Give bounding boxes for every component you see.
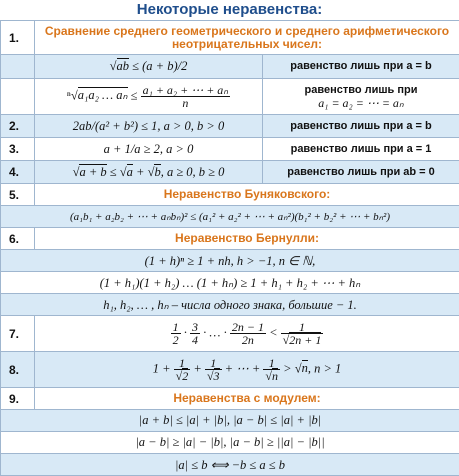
numerator: a₁ + a₂ + ⋯ + aₙ [142,83,229,97]
operator: + [190,361,205,376]
fraction [281,321,324,346]
fraction [141,84,230,109]
row-number: 9. [1,388,35,410]
numerator: 1 [172,320,179,334]
denominator [174,369,191,382]
table-row-1a [1,55,459,79]
table-row-6 [1,228,459,250]
denominator: n [141,96,230,109]
fraction [205,357,222,382]
row-number: 2. [1,115,35,138]
numerator: 3 [192,320,198,334]
table-row-4 [1,161,459,184]
section-heading: Неравенство Бернулли: [35,228,459,250]
sqrt-icon: √ [175,369,183,383]
row-number: 3. [1,138,35,161]
denominator [205,369,222,382]
sqrt-icon: √ [282,333,290,347]
table-row-3 [1,138,459,161]
equality-note: равенство лишь при a = b [263,55,459,79]
row-number: 4. [1,161,35,184]
condition: , a ≥ 0, b ≥ 0 [160,164,225,179]
numerator: 1 [299,320,306,334]
radicand: 3 [213,369,220,383]
radicand: b [154,164,161,179]
numerator: 2n − 1 [231,320,264,334]
formula: |a + b| ≤ |a| + |b|, |a − b| ≤ |a| + |b| [1,410,459,432]
fraction [174,357,191,382]
table-row-6c [1,294,459,316]
table-row-7 [1,316,459,352]
note-line-2: a₁ = a₂ = ⋯ = aₙ [318,95,404,110]
row-number: 8. [1,352,35,388]
page-title: Некоторые неравенства: [136,1,323,18]
sqrt-icon: √ [147,164,155,179]
row-number: 5. [1,184,35,206]
fraction [263,357,280,382]
equality-note [263,79,459,115]
sqrt-icon: √ [265,369,273,383]
relation: < [265,325,281,340]
relation: > [280,361,295,376]
formula: 2ab/(a² + b²) ≤ 1, a > 0, b > 0 [35,115,263,138]
formula: |a| ≤ b ⟺ −b ≤ a ≤ b [1,454,459,476]
formula: (a₁b₁ + a₂b₂ + ⋯ + aₙbₙ)² ≤ (a₁² + a₂² + ⋯ + aₙ²)(b₁² + b₂² + ⋯ + bₙ²) [1,206,459,228]
sqrt-icon: ⁿ√ [66,88,78,103]
fraction [171,321,181,346]
table-row-6a [1,250,459,272]
formula [35,55,263,79]
table-row-1 [1,21,459,55]
equality-note: равенство лишь при a = 1 [263,138,459,161]
table-row-9b [1,432,459,454]
formula: a + 1/a ≥ 2, a > 0 [35,138,263,161]
sqrt-icon: √ [206,369,214,383]
formula [35,161,263,184]
denominator: 2 [172,333,179,347]
radicand: a + b [79,164,107,179]
section-heading: Неравенство Буняковского: [35,184,459,206]
denominator [281,333,324,346]
sqrt-icon: √ [119,164,127,179]
radicand: ab [116,59,130,73]
radicand: 2n + 1 [289,333,322,347]
sqrt-icon: √ [109,59,117,73]
fraction [230,321,266,346]
denominator: 2n [230,333,266,346]
table-row-6b [1,272,459,294]
formula-rest: ≤ (a + b)/2 [129,59,188,73]
table-row-5 [1,184,459,206]
formula [35,352,459,388]
condition: , n > 1 [307,361,342,376]
table-row-5a [1,206,459,228]
row-number: 7. [1,316,35,352]
table-row-1b [1,79,459,115]
row-number [1,55,35,79]
equality-note: равенство лишь при a = b [263,115,459,138]
row-number: 1. [1,21,35,55]
operator: + [132,164,148,179]
section-heading: Неравенства с модулем: [35,388,459,410]
radicand: n [301,361,308,376]
operator: · … · [200,325,230,340]
table-row-2 [1,115,459,138]
equality-note: равенство лишь при ab = 0 [263,161,459,184]
operator: + ⋯ + [221,361,264,376]
numerator: 1 [178,356,185,370]
radicand: a₁a₂ … aₙ [77,88,128,103]
denominator: 4 [192,333,198,347]
formula [35,79,263,115]
table-row-9 [1,388,459,410]
term: 1 + [152,361,174,376]
table-row-8 [1,352,459,388]
formula: (1 + h)ⁿ ≥ 1 + nh, h > −1, n ∈ ℕ, [1,250,459,272]
denominator [263,369,280,382]
radicand: a [126,164,133,179]
inequalities-table [0,20,459,476]
table-row-9c [1,454,459,476]
formula: h₁, h₂, … , hₙ – числа одного знака, большие − 1. [1,294,459,316]
row-number: 6. [1,228,35,250]
note-line-1: равенство лишь при [304,83,418,96]
relation: ≤ [106,164,120,179]
fraction [190,321,200,346]
section-heading: Сравнение среднего геометрического и среднего арифметического неотрицательных чисел: [35,21,459,55]
formula [35,316,459,352]
formula: (1 + h₁)(1 + h₂) … (1 + hₙ) ≥ 1 + h₁ + h₂ + ⋯ + hₙ [1,272,459,294]
numerator: 1 [210,356,217,370]
table-row-9a [1,410,459,432]
relation: ≤ [127,88,141,103]
radicand: n [272,369,279,383]
sqrt-icon: √ [72,164,80,179]
operator: · [180,325,190,340]
radicand: 2 [182,369,189,383]
row-number [1,79,35,115]
sqrt-icon: √ [294,361,302,376]
numerator: 1 [268,356,275,370]
formula: |a − b| ≥ |a| − |b|, |a − b| ≥ ||a| − |b|| [1,432,459,454]
